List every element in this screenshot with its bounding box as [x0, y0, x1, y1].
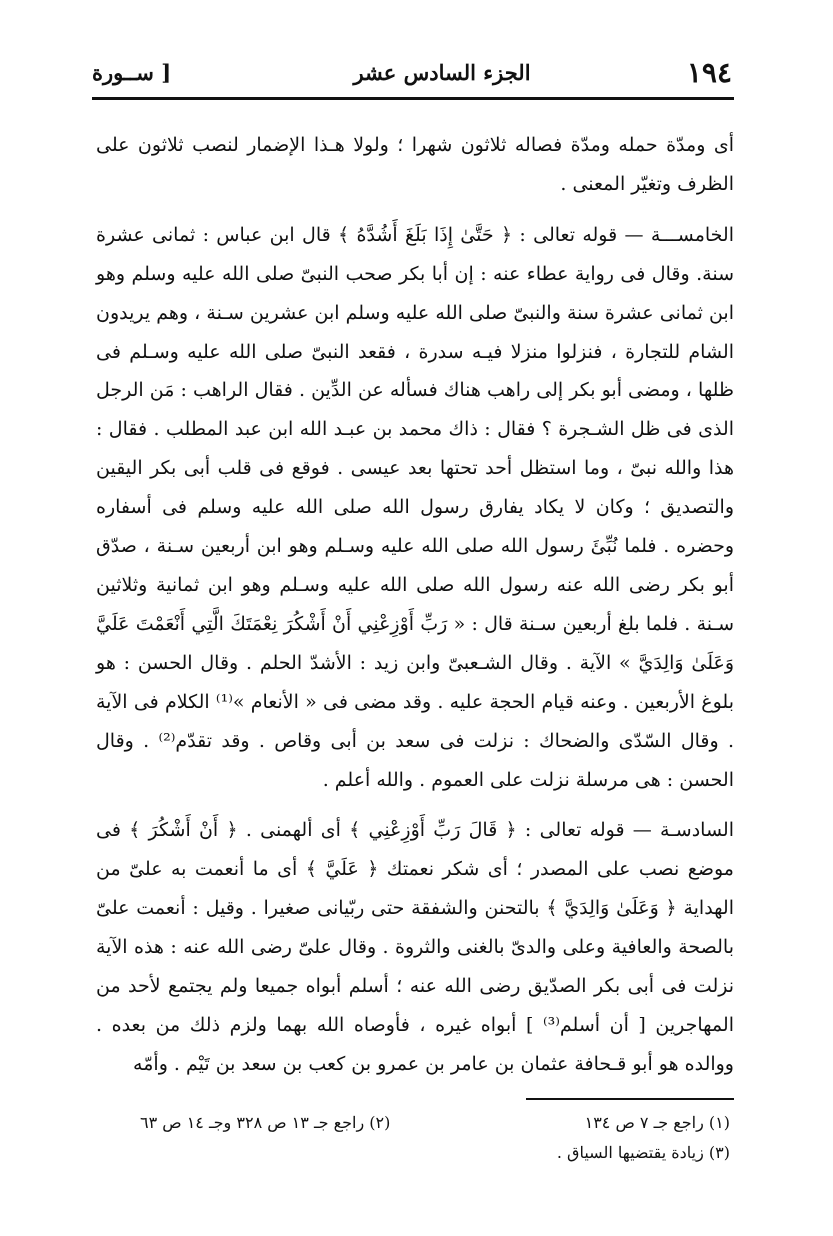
paragraph-1: أى ومدّة حمله ومدّة فصاله ثلاثون شهرا ؛ ولولا هـذا الإضمار لنصب ثلاثون على الظرف وتغيّر المعنى . — [96, 134, 734, 195]
header-rule — [92, 97, 734, 100]
paragraph-2: الخامســـة — قوله تعالى : ﴿ حَتَّىٰ إِذَا بَلَغَ أَشُدَّهُ ﴾ قال ابن عباس : ثمانى عشرة سنة. وقال فى رواية عطاء عنه : إن أبا بكر صحب النبىّ صلى الله عليه وسلم وهو ابن ثمانى عشرة سنة والنبىّ صلى الله عليه وسلم ابن عشرين سـنة ، وهم يريدون الشام للتجارة ، فنزلوا منزلا فيـه سدرة ، فقعد النبىّ صلى الله عليه وسـلم فى ظلها ، ومضى أبو بكر إلى راهب هناك فسأله عن الدِّين . فقال الراهب : مَن الرجل الذى فى ظل الشـجرة ؟ فقال : ذاك محمد بن عبـد الله ابن عبد المطلب . فقال : هذا والله نبىّ ، وما استظل أحد تحتها بعد عيسى . فوقع فى قلب أبى بكر اليقين والتصديق ؛ وكان لا يكاد يفارق رسول الله صلى الله عليه وسلم فى أسفاره وحضره . فلما نُبِّئَ رسول الله صلى الله عليه وسـلم وهو ابن أربعين سـنة ، صدّق أبو بكر رضى الله عنه رسول الله صلى الله عليه وسـلم وهو ابن ثمانية وثلاثين سـنة . فلما بلغ أربعين سـنة قال : « رَبِّ أَوْزِعْنِي أَنْ أَشْكُرَ نِعْمَتَكَ الَّتِي أَنْعَمْتَ عَلَيَّ وَعَلَىٰ وَالِدَيَّ » الآية . وقال الشـعبىّ وابن زيد : الأشدّ الحلم . وقال الحسن : هو بلوغ الأربعين . وعنه قيام الحجة عليه . وقد مضى فى « الأنعام »⁽¹⁾ الكلام فى الآية . وقال السّدّى والضحاك : نزلت فى سعد بن أبى وقاص . وقد تقدّم⁽²⁾ . وقال الحسن : هى مرسلة نزلت على العموم . والله أعلم . — [96, 223, 735, 791]
footnote-3: (٣) زيادة يقتضيها السياق . — [556, 1143, 730, 1162]
paragraph-3: السادسـة — قوله تعالى : ﴿ قَالَ رَبِّ أَوْزِعْنِي ﴾ أى ألهمنى . ﴿ أَنْ أَشْكُرَ ﴾ فى موضع نصب على المصدر ؛ أى شكر نعمتك ﴿ عَلَيَّ ﴾ أى ما أنعمت به علىّ من الهداية ﴿ وَعَلَىٰ وَالِدَيَّ ﴾ بالتحنن والشفقة حتى ربّيانى صغيرا . وقيل : أنعمت علىّ بالصحة والعافية وعلى والدىّ بالغنى والثروة . وقال علىّ رضى الله عنه : هذه الآية نزلت فى أبى بكر الصدّيق رضى الله عنه ؛ أسلم أبواه جميعا ولم يجتمع لأحد من المهاجرين [ أن أسلم⁽³⁾ ] أبواه غيره ، فأوصاه الله بهما ولزم ذلك من بعده . ووالده هو أبو قـحافة عثمان بن عامر بن عمرو بن كعب بن سعد بن تَيْم . وأمّه — [96, 819, 734, 1075]
surah-reference: [ ســورة — [92, 60, 172, 85]
footnote-rule — [526, 1098, 734, 1100]
main-text — [96, 126, 734, 1084]
running-head: الجزء السادس عشر — [353, 60, 531, 85]
footnote-1: (١) راجع جـ ٧ ص ١٣٤ — [584, 1113, 730, 1132]
page-number: ١٩٤ — [686, 56, 732, 89]
footnote-2: (٢) راجع جـ ١٣ ص ٣٢٨ وجـ ١٤ ص ٦٣ — [140, 1113, 391, 1132]
footnote-row — [140, 1138, 730, 1168]
footnotes — [140, 1108, 730, 1168]
page-header — [92, 50, 732, 94]
footnote-row — [140, 1108, 730, 1138]
